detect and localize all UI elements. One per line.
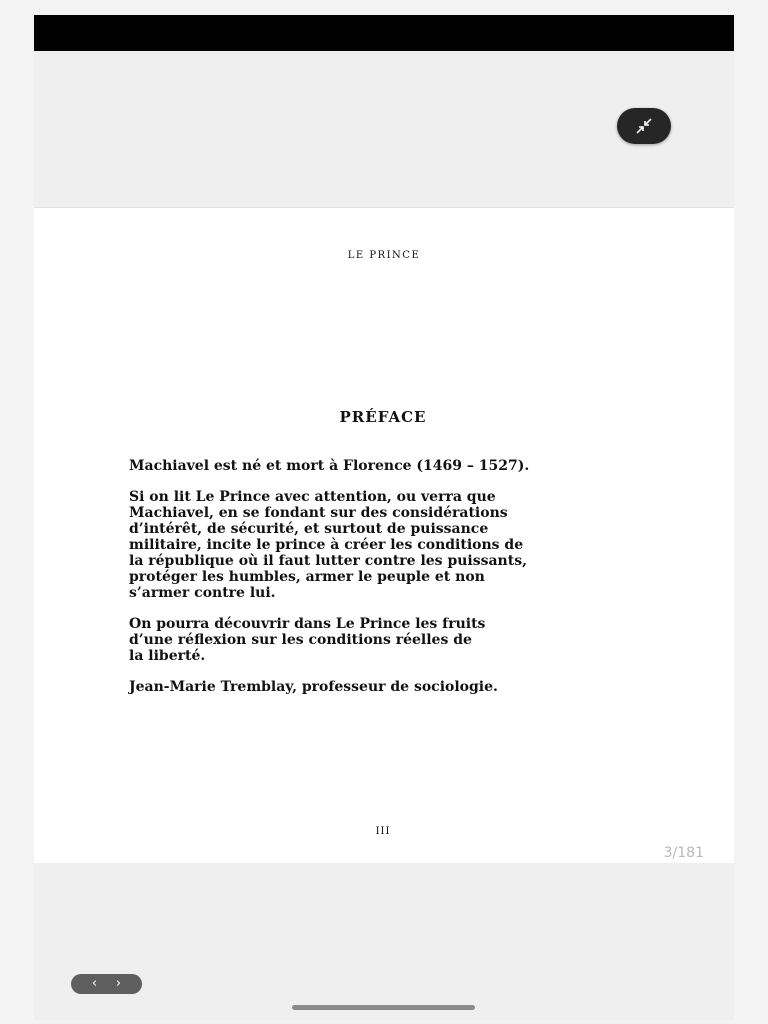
paragraph-liberty: On pourra découvrir dans Le Prince les fruits d’une réflexion sur les conditions réelles de la liberté. bbox=[129, 616, 486, 664]
top-toolbar-area bbox=[34, 51, 734, 208]
chevron-left-icon[interactable]: ‹ bbox=[91, 976, 98, 991]
page-folio: III bbox=[375, 826, 391, 837]
reader-frame bbox=[34, 15, 734, 1020]
paragraph-reading: Si on lit Le Prince avec attention, ou verra que Machiavel, en se fondant sur des considérations d’intérêt, de sécurité, et surtout de puissance militaire, incite le prince à créer les conditions de la république où il faut lutter contre les puissants, protéger les humbles, armer le peuple et non s’armer contre lui. bbox=[129, 489, 527, 601]
exit-fullscreen-button[interactable] bbox=[617, 108, 671, 144]
chapter-title: PRÉFACE bbox=[339, 408, 427, 426]
bottom-toolbar-area bbox=[34, 863, 734, 1020]
home-indicator[interactable] bbox=[292, 1005, 475, 1010]
running-head: LE PRINCE bbox=[347, 250, 421, 261]
chevron-right-icon[interactable]: › bbox=[115, 976, 122, 991]
status-bar bbox=[34, 15, 734, 51]
document-page bbox=[34, 208, 734, 863]
page-body bbox=[129, 458, 649, 710]
page-nav-pill bbox=[71, 974, 142, 994]
paragraph-signature: Jean-Marie Tremblay, professeur de sociologie. bbox=[129, 679, 498, 695]
paragraph-intro: Machiavel est né et mort à Florence (1469 – 1527). bbox=[129, 458, 530, 474]
page-number-indicator: 3/181 bbox=[663, 845, 704, 861]
collapse-arrows-icon bbox=[634, 116, 654, 136]
